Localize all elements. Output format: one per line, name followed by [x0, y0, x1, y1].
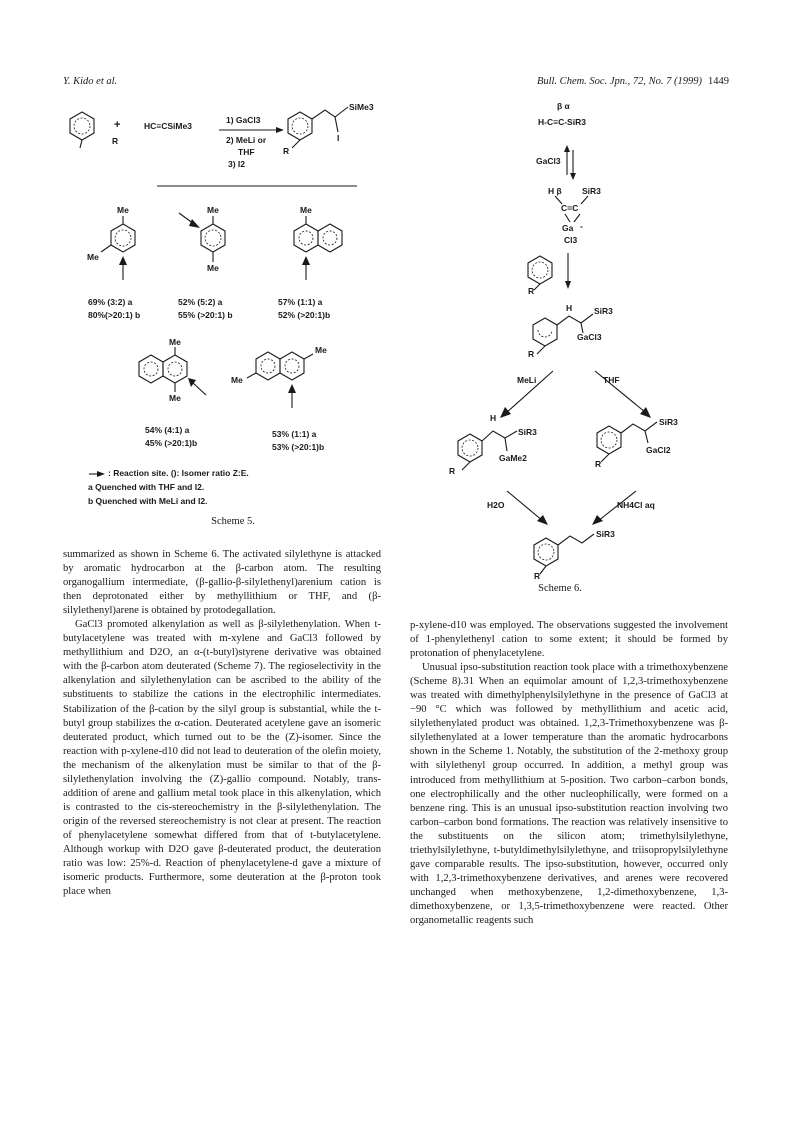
page-number: 1449 [708, 76, 729, 87]
scheme6-beta-alpha: β α [557, 101, 570, 111]
scheme6-gacl3-reagent: GaCl3 [536, 156, 561, 166]
scheme5-alkyne: HC≡CSiMe3 [144, 121, 192, 131]
scheme6-arrow-gacl3 [564, 145, 576, 180]
scheme5-me-1b: Me [87, 252, 99, 262]
scheme6-thf: THF [603, 375, 620, 385]
scheme5-product-r: R [283, 146, 290, 156]
scheme6-gallio-product-right [597, 422, 657, 462]
scheme6-sir3-final: SiR3 [596, 529, 615, 539]
scheme5-note-reaction-site: : Reaction site. (): Isomer ratio Z:E. [108, 468, 249, 478]
left-paragraph-2: GaCl3 promoted alkenylation as well as β-silylethenylation. When t-butylacetylene was treated with m-xylene and GaCl3 followed by methyllithium and D2O, an α-(t-butyl)styrene derivative was obtained with the β-carbon atom deuterated (Scheme 7). The regioselectivity in the alkenylation and silylethenylation can be ascribed to the ability of the substituents to stabilize the cations in the electrophilic intermediates. Stabilization of the β-cation by the silyl group is substantial, while the t-butyl group stabilizes the α-cation. Deuterated acetylene gave an isomeric deuterated product, which turned out to be the (Z)-isomer. Since the reaction with p-xylene-d10 did not lead to deuteration of the olefin moiety, the mechanism of the alkenylation must be similar to that of the β-silylethenylation involving the (Z)-gallio compound. Notably, trans-addition of arene and gallium metal took place in this alkenylation, which is contrasted to the cis-stereochemistry in the β-silylethenylation. The origin of the reversed stereochemistry is not clear at present. The reaction of phenylacetylene somewhat differed from that of t-butylacetylene. Although workup with D2O gave β-deuterated product, the deuteration ratio was low: 25%-d. Reaction of phenylacetylene-d gave a mixture of isomeric products. Furthermore, some deuteration at the β-proton took place when [63, 619, 381, 898]
scheme5-substrate-26-dimethylnaphthalene [247, 352, 313, 408]
scheme5-result-3a: 57% (1:1) a [278, 297, 323, 307]
scheme6-h-1: H [566, 303, 573, 313]
scheme5-note-a: a Quenched with THF and I2. [88, 482, 205, 492]
left-paragraph-1: summarized as shown in Scheme 6. The activated silylethyne is attacked by aromatic hydrocarbon at the β-carbon atom. The resulting organogallium intermediate, (β-gallio-β-silylethenyl)arenium cation is then deprotonated either by methyllithium or THF, and (β-silylethenyl)arene is obtained by protodegallation. [63, 549, 381, 617]
scheme6-sir3-complex: SiR3 [582, 186, 601, 196]
scheme6-r-1: R [528, 286, 535, 296]
scheme6-h2o: H2O [487, 500, 505, 510]
scheme6-r-4: R [595, 459, 602, 469]
scheme5-result-2b: 55% (>20:1) b [178, 310, 233, 320]
scheme6-final-product [534, 534, 594, 574]
scheme5-me-5a: Me [315, 345, 327, 355]
scheme6-caption: Scheme 6. [538, 583, 582, 594]
scheme5-me-3: Me [300, 205, 312, 215]
scheme6-sir3-right: SiR3 [659, 417, 678, 427]
scheme5-result-1b: 80%(>20:1) b [88, 310, 141, 320]
scheme5-step2b: THF [238, 147, 255, 157]
scheme5-note-b: b Quenched with MeLi and I2. [88, 496, 208, 506]
scheme5-substrate-m-xylene [101, 216, 135, 280]
scheme5-plus: + [114, 119, 121, 131]
scheme6-gacl2: GaCl2 [646, 445, 671, 455]
scheme5-step1: 1) GaCl3 [226, 115, 261, 125]
scheme6-h-2: H [490, 413, 497, 423]
scheme5-substrate-dimethylnaphthalene [139, 347, 206, 395]
scheme6-ga: Ga [562, 223, 574, 233]
scheme5-step3: 3) I2 [228, 159, 246, 169]
scheme5-result-5a: 53% (1:1) a [272, 429, 317, 439]
scheme5-result-4a: 54% (4:1) a [145, 425, 190, 435]
scheme6-ga-minus: - [580, 221, 583, 231]
scheme6-gallio-product-left [458, 431, 517, 470]
scheme6-r-2: R [528, 349, 535, 359]
scheme5-result-3b: 52% (>20:1)b [278, 310, 331, 320]
scheme6-gacl3-intermediate: GaCl3 [577, 332, 602, 342]
journal-citation: Bull. Chem. Soc. Jpn., 72, No. 7 (1999) [536, 76, 702, 87]
scheme5-result-1a: 69% (3:2) a [88, 297, 133, 307]
scheme5-me-1a: Me [117, 205, 129, 215]
scheme5-reactant-arene [70, 112, 94, 148]
left-text-column [63, 548, 381, 899]
scheme5-product-iodo: I [337, 133, 340, 143]
scheme5-me-4a: Me [169, 337, 181, 347]
right-paragraph-1: p-xylene-d10 was employed. The observations suggested the involvement of 1-phenylethenyl cation to some extent; it should be formed by protonation of phenylacetylene. [410, 620, 728, 660]
scheme5-result-4b: 45% (>20:1)b [145, 438, 198, 448]
scheme5-step2: 2) MeLi or [226, 135, 267, 145]
scheme6-cc: C=C [561, 203, 579, 213]
scheme5-me-2a: Me [207, 205, 219, 215]
right-text-column [410, 619, 728, 928]
scheme6-game2: GaMe2 [499, 453, 527, 463]
scheme5-substrate-p-xylene [179, 213, 225, 262]
scheme5-result-5b: 53% (>20:1)b [272, 442, 325, 452]
scheme6-sir3-left: SiR3 [518, 427, 537, 437]
scheme5-product-sime3: SiMe3 [349, 102, 374, 112]
scheme6-cl3: Cl3 [564, 235, 578, 245]
scheme6-r-5: R [534, 571, 541, 581]
scheme6-h-beta: H β [548, 186, 562, 196]
scheme5-me-2b: Me [207, 263, 219, 273]
scheme6-alkyne: H-C≡C-SiR3 [538, 117, 586, 127]
scheme5-substrate-methylnaphthalene [294, 216, 342, 280]
scheme5-reactant-r: R [112, 136, 119, 146]
scheme5-me-4b: Me [169, 393, 181, 403]
scheme6-meli: MeLi [517, 375, 537, 385]
running-header-authors: Y. Kido et al. [63, 76, 118, 87]
scheme6-arene-1 [528, 253, 571, 290]
scheme5-result-2a: 52% (5:2) a [178, 297, 223, 307]
scheme6-sir3-intermediate: SiR3 [594, 306, 613, 316]
scheme5-caption: Scheme 5. [211, 516, 255, 527]
right-paragraph-2: Unusual ipso-substitution reaction took place with a trimethoxybenzene (Scheme 8).31 When an equimolar amount of 1,2,3-trimethoxybenzene was treated with dimethylphenylsilylethyne in the presence of GaCl3 at −90 °C which was followed by methyllithium and acetic acid, silylethenylated product was obtained. 1,2,3-Trimethoxybenzene was β-silylethenylated at a lower temperature than the aromatic hydrocarbons shown in the Scheme 1. Notably, the substitution of the 2-methoxy group with silylethenyl group occurred. In addition, a methyl group was introduced from methyllithium at 5-position. Two carbon–carbon bonds, one electrophilically and the other nucleophilically, were formed on a benzene ring. This is an unusual ipso-substitution reaction involving two carbon–carbon bond formations. The reaction was relatively insensitive to the substituents on the silicon atom; trimethylsilylethyne, triethylsilylethyne, t-butyldimethylsilylethyne, and triisopropylsilylethyne gave comparable results. The ipso-substitution, however, occurred only with 1,2,3-trimethoxybenzene derivatives, and arenes were recovered unchanged when methoxybenzene, 1,2-dimethoxybenzene, 1,3-dimethoxybenzene, or 1,3,5-trimethoxybenzene were reacted. Other organometallic reagents such [410, 662, 728, 926]
scheme5-me-5b: Me [231, 375, 243, 385]
scheme6-nh4cl: NH4Cl aq [617, 500, 655, 510]
scheme6-r-3: R [449, 466, 456, 476]
